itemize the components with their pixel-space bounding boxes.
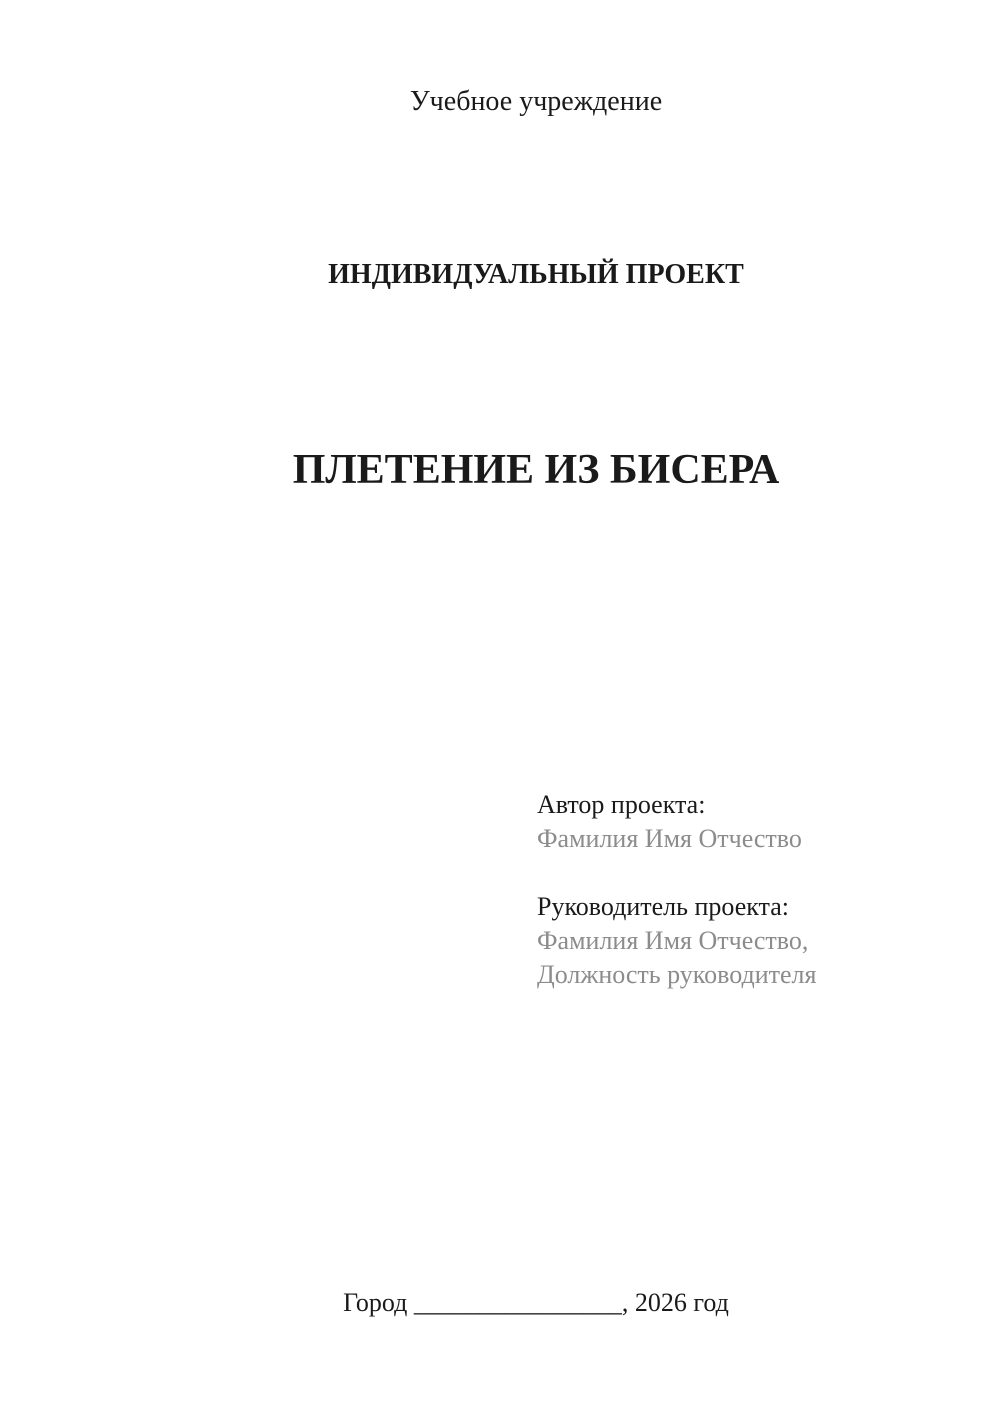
supervisor-name-placeholder: Фамилия Имя Отчество,: [537, 926, 809, 955]
supervisor-label: Руководитель проекта:: [537, 892, 790, 921]
supervisor-position-placeholder: Должность руководителя: [537, 960, 817, 989]
author-label: Автор проекта:: [537, 790, 706, 819]
project-type-heading: ИНДИВИДУАЛЬНЫЙ ПРОЕКТ: [328, 259, 744, 290]
credits-spacer: [537, 856, 816, 890]
institution-name: Учебное учреждение: [409, 86, 663, 117]
credits-block: [537, 788, 816, 992]
author-name-placeholder: Фамилия Имя Отчество: [537, 824, 802, 853]
city-year-line: Город ________________, 2026 год: [343, 1288, 729, 1317]
project-title: ПЛЕТЕНИЕ ИЗ БИСЕРА: [292, 447, 780, 493]
